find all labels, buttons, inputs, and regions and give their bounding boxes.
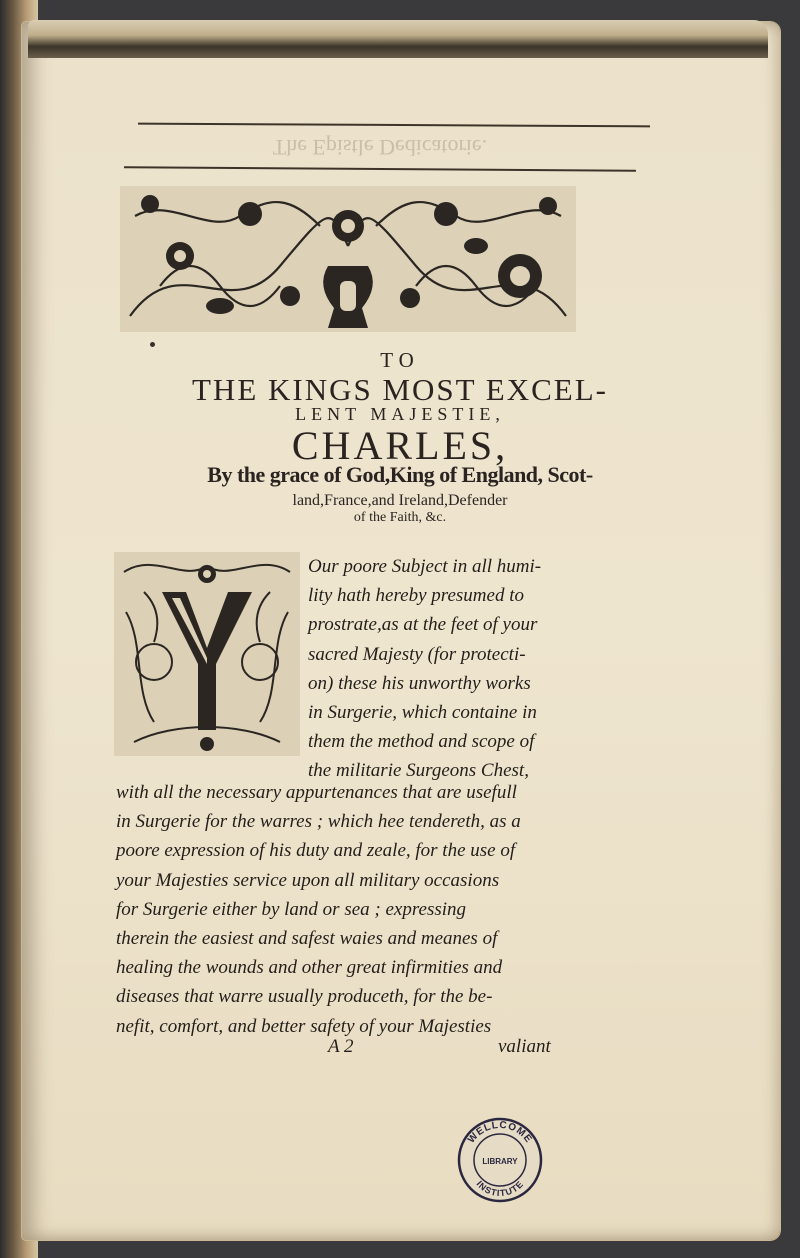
text-line: for Surgerie either by land or sea ; expressing [116,898,467,920]
title-line-2: LENT MAJESTIE, [295,404,505,424]
text-line: your Majesties service upon all military occasions [116,869,500,891]
catchword: valiant [498,1036,551,1057]
body-text-indented [308,552,541,786]
margin-dot [150,342,155,347]
text-line: nefit, comfort, and better safety of your Majesties [116,1015,492,1037]
stamp-middle-text: LIBRARY [482,1157,518,1166]
decorated-initial-y-icon [114,552,300,756]
text-line: in Surgerie for the warres ; which hee tendereth, as a [116,811,521,833]
title-grace: By the grace of God,King of England, Scot- [207,462,593,487]
text-line: them the method and scope of [308,731,535,753]
text-line: Our poore Subject in all humi- [308,556,542,577]
title-faith: of the Faith, &c. [353,510,447,525]
title-to: TO [380,348,420,372]
page-top-edge [28,20,768,58]
stamp-top-text: WELLCOME [465,1119,535,1146]
title-land: land,France,and Ireland,Defender [292,492,508,509]
text-line: healing the wounds and other great infirmities and [116,957,503,979]
title-name: CHARLES, [291,423,509,468]
stamp-bottom-text: INSTITUTE [474,1178,526,1199]
text-line: diseases that warre usually produceth, for the be- [116,986,493,1008]
show-through-text: The Epistle Dedicatorie. [272,135,488,160]
text-line: lity hath hereby presumed to [308,585,524,607]
body-text-full [116,778,521,1041]
floral-headpiece-icon [120,186,576,332]
text-line: sacred Majesty (for protecti- [308,643,526,665]
text-line: with all the necessary appurtenances that are usefull [116,782,517,803]
text-line: poore expression of his duty and zeale, for the use of [116,840,516,862]
library-stamp-icon [456,1116,544,1204]
signature-mark: A 2 [328,1036,354,1057]
title-line-1: THE KINGS MOST EXCEL- [192,372,608,407]
text-line: on) these his unworthy works [308,672,531,694]
text-line: prostrate,as at the feet of your [308,614,538,636]
text-line: in Surgerie, which containe in [308,702,537,724]
text-line: therein the easiest and safest waies and meanes of [116,928,498,950]
text-line: the militarie Surgeons Chest, [308,760,529,782]
